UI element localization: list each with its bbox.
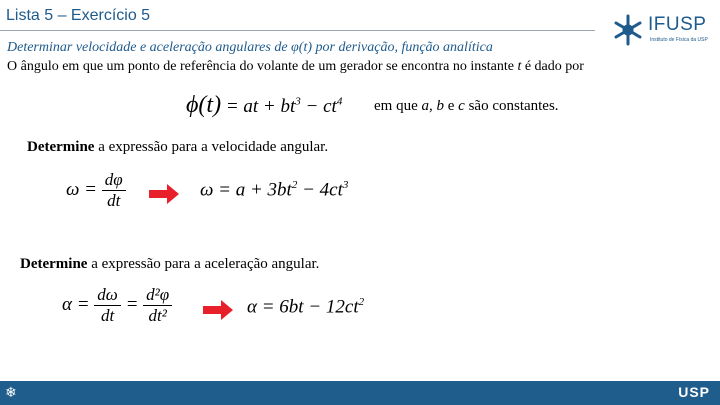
alpha-denominator-2: dt² <box>148 306 167 325</box>
alpha-denominator-1: dt <box>100 306 115 325</box>
task-velocity <box>27 139 328 156</box>
omega-denominator: dt <box>107 191 121 210</box>
omega-definition <box>66 170 126 211</box>
omega-result-2: − 4ct <box>297 179 343 201</box>
footer-bar <box>0 381 720 405</box>
slide-title: Lista 5 – Exercício 5 <box>6 7 151 24</box>
task-velocity-bold: Determine <box>27 139 95 155</box>
usp-logo: USP <box>678 384 710 400</box>
logo-wordmark: IFUSP <box>648 14 707 35</box>
omega-result-exp-2: 3 <box>342 179 349 191</box>
constants-text-4: são constantes. <box>464 98 559 114</box>
statement-var-t: t <box>517 59 522 74</box>
alpha-definition <box>62 285 172 326</box>
phi-exp-1: 3 <box>295 95 301 108</box>
alpha-lhs: α = <box>62 293 90 315</box>
constants-text-1: em que <box>374 98 422 114</box>
constants-note <box>374 98 559 115</box>
constant-c: c <box>458 98 465 114</box>
alpha-fraction-2 <box>143 285 172 326</box>
omega-result-1: ω = a + 3bt <box>200 179 292 201</box>
alpha-result-exp: 2 <box>358 296 365 308</box>
task-velocity-text: a expressão para a velocidade angular. <box>94 139 329 155</box>
alpha-fraction-1 <box>94 285 121 326</box>
alpha-result-text: α = 6bt − 12ct <box>247 296 359 318</box>
ifusp-emblem-icon <box>610 12 646 48</box>
omega-lhs: ω = <box>66 178 97 200</box>
constant-b: b <box>436 98 444 114</box>
statement-text: O ângulo em que um ponto de referência do volante de um gerador se encontra no instante <box>7 59 518 74</box>
problem-statement <box>7 59 584 75</box>
constants-text-3: e <box>443 98 459 114</box>
phi-lhs: ϕ(t) <box>186 92 222 118</box>
statement-text-end: é dado por <box>521 59 584 74</box>
task-acceleration-text: a expressão para a aceleração angular. <box>87 256 320 272</box>
phi-terms-2: − ct <box>300 96 337 117</box>
title-divider <box>0 30 595 31</box>
omega-numerator: dφ <box>102 170 126 191</box>
alpha-numerator-1: dω <box>94 285 121 306</box>
constants-text-2: , <box>428 98 437 114</box>
snowflake-emblem-icon: ❄ <box>5 385 17 401</box>
task-acceleration-bold: Determine <box>20 256 88 272</box>
omega-result-exp-1: 2 <box>291 179 298 191</box>
right-arrow-icon <box>149 184 179 204</box>
phi-equation <box>186 92 342 119</box>
phi-exp-2: 4 <box>336 95 343 108</box>
phi-terms-1: = at + bt <box>221 96 296 117</box>
logo-subtitle: Instituto de Física da USP <box>650 37 708 43</box>
ifusp-logo <box>610 12 715 48</box>
alpha-equals: = <box>125 293 139 315</box>
omega-fraction <box>102 170 126 211</box>
task-acceleration <box>20 256 319 273</box>
alpha-result <box>247 296 364 318</box>
exercise-subtitle: Determinar velocidade e aceleração angulares de φ(t) por derivação, função analítica <box>7 40 493 55</box>
alpha-numerator-2: d²φ <box>143 285 172 306</box>
omega-result <box>200 179 348 201</box>
constant-a: a <box>421 98 429 114</box>
right-arrow-icon <box>203 300 233 320</box>
